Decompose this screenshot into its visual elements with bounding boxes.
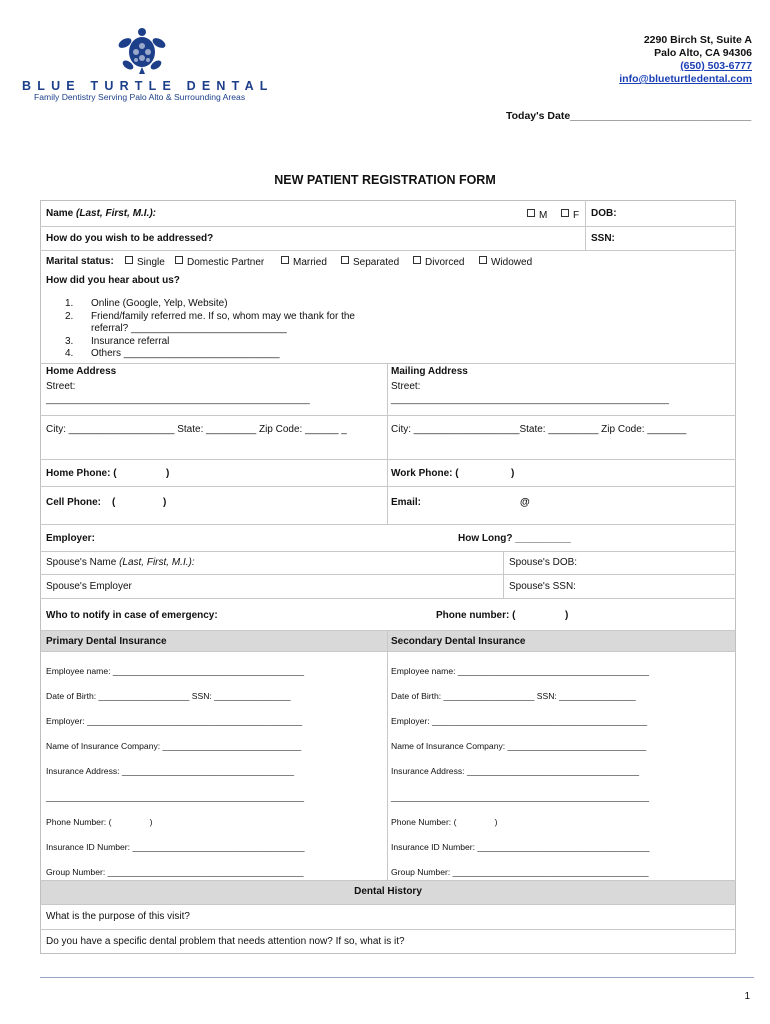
cell-phone-label: Cell Phone: xyxy=(46,497,102,508)
divider xyxy=(40,486,736,487)
mailing-street-field[interactable]: ___________________________________________________________ xyxy=(391,394,669,404)
divider xyxy=(503,551,504,598)
gender-m-option[interactable] xyxy=(527,209,547,221)
email-at-symbol[interactable]: @ xyxy=(520,497,530,508)
marital-status-label: Marital status: xyxy=(46,256,114,267)
spouse-name-hint: (Last, First, M.I.): xyxy=(119,557,195,568)
form-title: NEW PATIENT REGISTRATION FORM xyxy=(274,173,496,187)
work-phone-field[interactable] xyxy=(391,468,459,479)
spouse-name-label: Spouse's Name xyxy=(46,557,120,568)
marital-option-married[interactable] xyxy=(281,256,327,268)
divider xyxy=(387,363,388,524)
mailing-address-title: Mailing Address xyxy=(391,366,468,377)
dental-history-title: Dental History xyxy=(354,886,422,897)
list-item[interactable] xyxy=(65,336,355,349)
dob-field[interactable]: DOB: xyxy=(591,208,617,219)
work-phone-close: ) xyxy=(511,468,515,479)
primary-group-number-field[interactable]: Group Number: _________________________________________ xyxy=(46,867,304,877)
secondary-address-line-2[interactable]: ______________________________________________________ xyxy=(391,792,650,802)
home-street-field[interactable]: ________________________________________________________ xyxy=(46,394,310,404)
divider xyxy=(40,904,736,905)
home-phone-close: ) xyxy=(166,468,170,479)
option-label: Domestic Partner xyxy=(187,257,265,268)
home-street-label: Street: xyxy=(46,381,76,392)
divider xyxy=(40,524,736,525)
name-hint: (Last, First, M.I.): xyxy=(76,208,157,219)
divider xyxy=(40,880,736,881)
checkbox-icon[interactable] xyxy=(527,209,535,217)
primary-address-field[interactable]: Insurance Address: ____________________________________ xyxy=(46,766,295,776)
option-label: Separated xyxy=(353,257,400,268)
spouse-ssn-field[interactable]: Spouse's SSN: xyxy=(509,581,576,592)
referral-source-label: How did you hear about us? xyxy=(46,275,180,286)
secondary-employer-field[interactable]: Employer: _____________________________________________ xyxy=(391,716,648,726)
list-number xyxy=(65,323,91,336)
divider xyxy=(40,226,736,227)
list-text: Friend/family referred me. If so, whom may we thank for the xyxy=(91,310,355,322)
marital-option-separated[interactable] xyxy=(341,256,399,268)
list-item[interactable] xyxy=(65,323,355,336)
primary-address-line-2[interactable]: ______________________________________________________ xyxy=(46,792,305,802)
emergency-phone-close: ) xyxy=(565,610,569,621)
marital-option-divorced[interactable] xyxy=(413,256,464,268)
gender-m-label: M xyxy=(539,210,548,221)
checkbox-icon[interactable] xyxy=(125,256,133,264)
divider xyxy=(40,598,736,599)
list-item[interactable] xyxy=(65,348,355,361)
list-text: Others ____________________________ xyxy=(91,348,280,359)
footer-divider xyxy=(40,977,754,978)
list-number: 3. xyxy=(65,335,74,347)
practice-contact xyxy=(619,34,752,86)
secondary-phone-field[interactable]: Phone Number: ( ) xyxy=(391,817,498,827)
primary-phone-field[interactable]: Phone Number: ( ) xyxy=(46,817,153,827)
mailing-street-label: Street: xyxy=(391,381,421,392)
gender-f-option[interactable] xyxy=(561,209,579,221)
email-field-label: Email: xyxy=(391,497,422,508)
cell-phone-close: ) xyxy=(163,497,167,508)
home-city-state-zip-field[interactable]: City: ___________________ State: _________ Zip Code: ______ _ xyxy=(46,424,347,435)
divider xyxy=(40,459,736,460)
secondary-address-field[interactable]: Insurance Address: ____________________________________ xyxy=(391,766,640,776)
marital-option-domestic-partner[interactable] xyxy=(175,256,264,268)
spouse-employer-field[interactable]: Spouse's Employer xyxy=(46,581,132,592)
primary-employer-field[interactable]: Employer: _____________________________________________ xyxy=(46,716,303,726)
email-link[interactable]: info@blueturtledental.com xyxy=(619,73,752,85)
name-field[interactable] xyxy=(46,208,156,219)
list-text: referral? ____________________________ xyxy=(91,323,287,334)
emergency-contact-field[interactable]: Who to notify in case of emergency: xyxy=(46,610,218,621)
primary-employee-name-field[interactable]: Employee name: ________________________________________ xyxy=(46,666,305,676)
divider xyxy=(40,651,736,652)
cell-phone-open[interactable]: ( xyxy=(112,497,116,508)
checkbox-icon[interactable] xyxy=(175,256,183,264)
list-text: Insurance referral xyxy=(91,335,170,347)
divider xyxy=(40,250,736,251)
checkbox-icon[interactable] xyxy=(479,256,487,264)
list-item[interactable] xyxy=(65,311,355,324)
option-label: Divorced xyxy=(425,257,465,268)
name-label: Name xyxy=(46,208,77,219)
list-number: 4. xyxy=(65,348,74,359)
logo xyxy=(112,26,172,76)
home-phone-label: Home Phone: ( xyxy=(46,468,117,479)
referral-source-list xyxy=(65,298,355,361)
list-number: 2. xyxy=(65,310,74,322)
gender-f-label: F xyxy=(573,210,580,221)
checkbox-icon[interactable] xyxy=(413,256,421,264)
address-preference-field[interactable]: How do you wish to be addressed? xyxy=(46,233,214,244)
list-number: 1. xyxy=(65,298,74,309)
ssn-field[interactable]: SSN: xyxy=(591,233,615,244)
employer-field[interactable]: Employer: xyxy=(46,533,95,544)
marital-option-single[interactable] xyxy=(125,256,165,268)
primary-insurance-title: Primary Dental Insurance xyxy=(46,636,167,647)
secondary-company-field[interactable]: Name of Insurance Company: _____________________________ xyxy=(391,741,647,751)
divider xyxy=(40,929,736,930)
primary-company-field[interactable]: Name of Insurance Company: _____________________________ xyxy=(46,741,302,751)
primary-dob-ssn-field[interactable]: Date of Birth: ___________________ SSN: ________________ xyxy=(46,691,291,701)
marital-option-widowed[interactable] xyxy=(479,256,532,268)
checkbox-icon[interactable] xyxy=(561,209,569,217)
home-phone-field[interactable] xyxy=(46,468,117,479)
option-label: Married xyxy=(293,257,327,268)
divider xyxy=(40,574,736,575)
logo-tagline: Family Dentistry Serving Palo Alto & Surrounding Areas xyxy=(34,92,246,102)
option-label: Single xyxy=(137,257,165,268)
checkbox-icon[interactable] xyxy=(341,256,349,264)
address-line-1: 2290 Birch St, Suite A xyxy=(643,34,752,46)
spouse-dob-field[interactable]: Spouse's DOB: xyxy=(509,557,578,568)
list-text: Online (Google, Yelp, Website) xyxy=(91,298,228,309)
secondary-dob-ssn-field[interactable]: Date of Birth: ___________________ SSN: ________________ xyxy=(391,691,636,701)
primary-insurance-id-field[interactable]: Insurance ID Number: ____________________________________ xyxy=(46,842,305,852)
list-item[interactable] xyxy=(65,298,355,311)
option-label: Widowed xyxy=(491,257,533,268)
spouse-name-field[interactable] xyxy=(46,557,195,568)
visit-purpose-field[interactable]: What is the purpose of this visit? xyxy=(46,911,190,922)
phone-link[interactable]: (650) 503-6777 xyxy=(680,60,752,72)
dental-problem-field[interactable]: Do you have a specific dental problem that needs attention now? If so, what is it? xyxy=(46,936,405,947)
divider xyxy=(40,630,736,631)
divider xyxy=(387,630,388,880)
logo-name: BLUE TURTLE DENTAL xyxy=(22,79,274,93)
secondary-insurance-title: Secondary Dental Insurance xyxy=(391,636,526,647)
address-line-2: Palo Alto, CA 94306 xyxy=(654,47,752,59)
page-number: 1 xyxy=(744,991,750,1002)
secondary-group-number-field[interactable]: Group Number: _________________________________________ xyxy=(391,867,649,877)
work-phone-label: Work Phone: ( xyxy=(391,468,459,479)
divider xyxy=(40,551,736,552)
secondary-insurance-id-field[interactable]: Insurance ID Number: ____________________________________ xyxy=(391,842,650,852)
mailing-city-state-zip-field[interactable]: City: ___________________State: _________ Zip Code: _______ xyxy=(391,424,687,435)
secondary-employee-name-field[interactable]: Employee name: ________________________________________ xyxy=(391,666,650,676)
divider xyxy=(585,200,586,250)
divider xyxy=(40,363,736,364)
emergency-phone-field[interactable]: Phone number: ( xyxy=(436,610,516,621)
turtle-logo-icon xyxy=(112,26,172,76)
todays-date-field[interactable]: Today's Date_______________________________ xyxy=(506,110,752,122)
how-long-field[interactable]: How Long? __________ xyxy=(458,533,571,544)
home-address-title: Home Address xyxy=(46,366,117,377)
divider xyxy=(40,415,736,416)
checkbox-icon[interactable] xyxy=(281,256,289,264)
